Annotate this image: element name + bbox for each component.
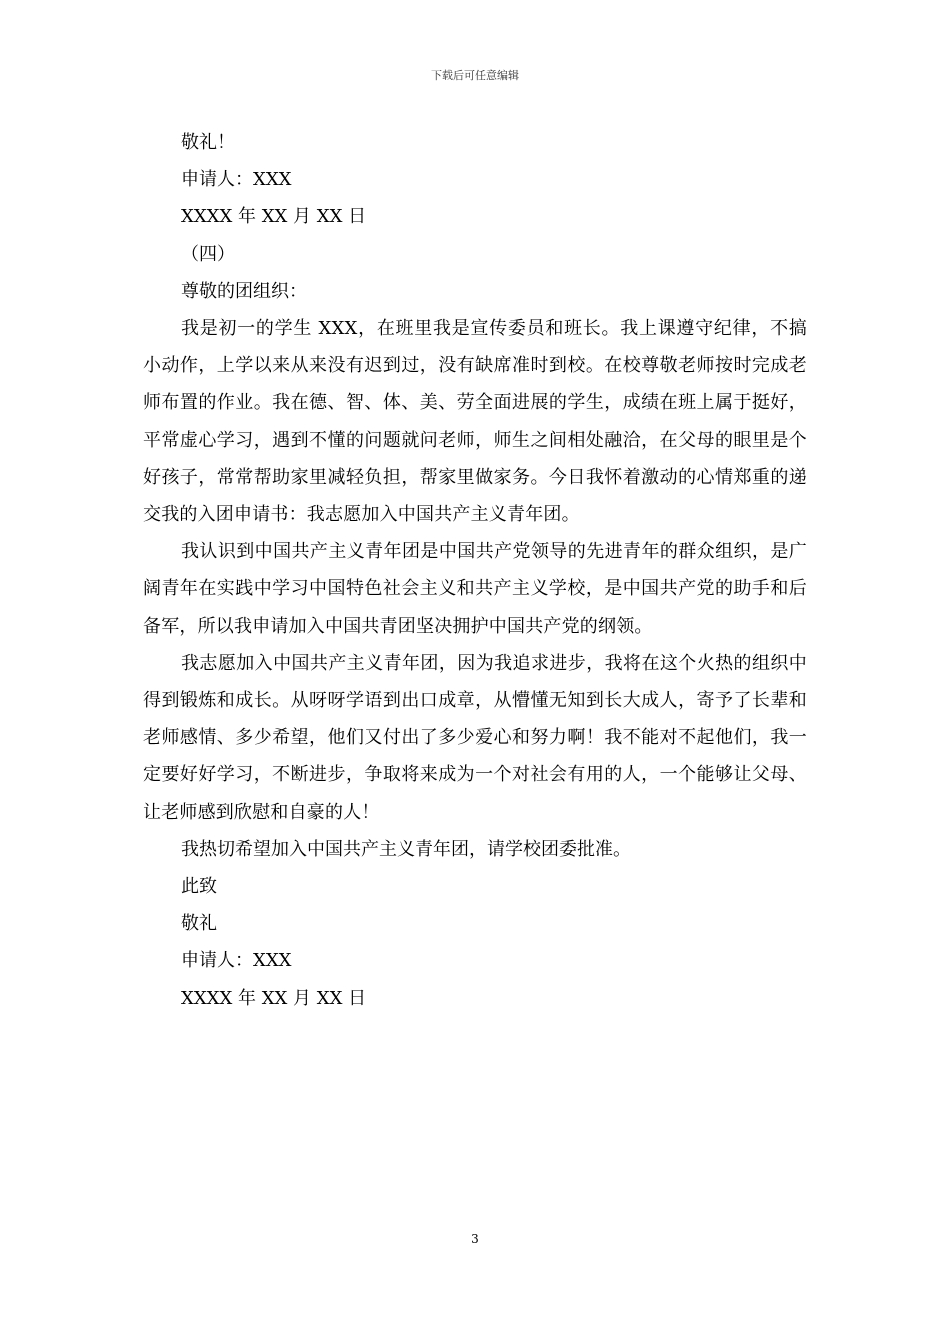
page-header: 下载后可任意编辑 bbox=[431, 69, 519, 82]
body-paragraph: 我认识到中国共产主义青年团是中国共产党领导的先进青年的群众组织，是广阔青年在实践中学习中国特色社会主义和共产主义学校，是中国共产党的助手和后备军，所以我申请加入中国共青团坚决拥护中国共产党的纲领。 bbox=[143, 541, 807, 637]
date-line: XXXX 年 XX 月 XX 日 bbox=[181, 206, 367, 228]
greeting-line: 尊敬的团组织： bbox=[181, 280, 307, 302]
section-number: （四） bbox=[181, 243, 235, 265]
salute-line: 敬礼！ bbox=[181, 132, 235, 153]
closing-line: 我热切希望加入中国共产主义青年团，请学校团委批准。 bbox=[181, 838, 631, 860]
salute-line: 敬礼 bbox=[181, 913, 217, 935]
body-paragraph: 我是初一的学生 XXX，在班里我是宣传委员和班长。我上课遵守纪律，不搞小动作，上学以来从来没有迟到过，没有缺席准时到校。在校尊敬老师按时完成老师布置的作业。我在德、智、体、美、劳全面进展的学生，成绩在班上属于挺好，平常虚心学习，遇到不懂的问题就问老师，师生之间相处融洽，在父母的眼里是个好孩子，常常帮助家里减轻负担，帮家里做家务。今日我怀着激动的心情郑重的递交我的入团申请书：我志愿加入中国共产主义青年团。 bbox=[143, 318, 807, 526]
cizhi-line: 此致 bbox=[181, 876, 217, 898]
body-paragraph: 我志愿加入中国共产主义青年团，因为我追求进步，我将在这个火热的组织中得到锻炼和成长。从呀呀学语到出口成章，从懵懂无知到长大成人，寄予了长辈和老师感情、多少希望，他们又付出了多少爱心和努力啊！我不能对不起他们，我一定要好好学习，不断进步，争取将来成为一个对社会有用的人，一个能够让父母、让老师感到欣慰和自豪的人！ bbox=[143, 652, 807, 823]
applicant-line: 申请人：XXX bbox=[181, 950, 292, 972]
document-body bbox=[143, 124, 807, 1017]
date-line: XXXX 年 XX 月 XX 日 bbox=[181, 987, 367, 1009]
page-number: 3 bbox=[471, 1232, 479, 1246]
applicant-line: 申请人：XXX bbox=[181, 169, 292, 191]
